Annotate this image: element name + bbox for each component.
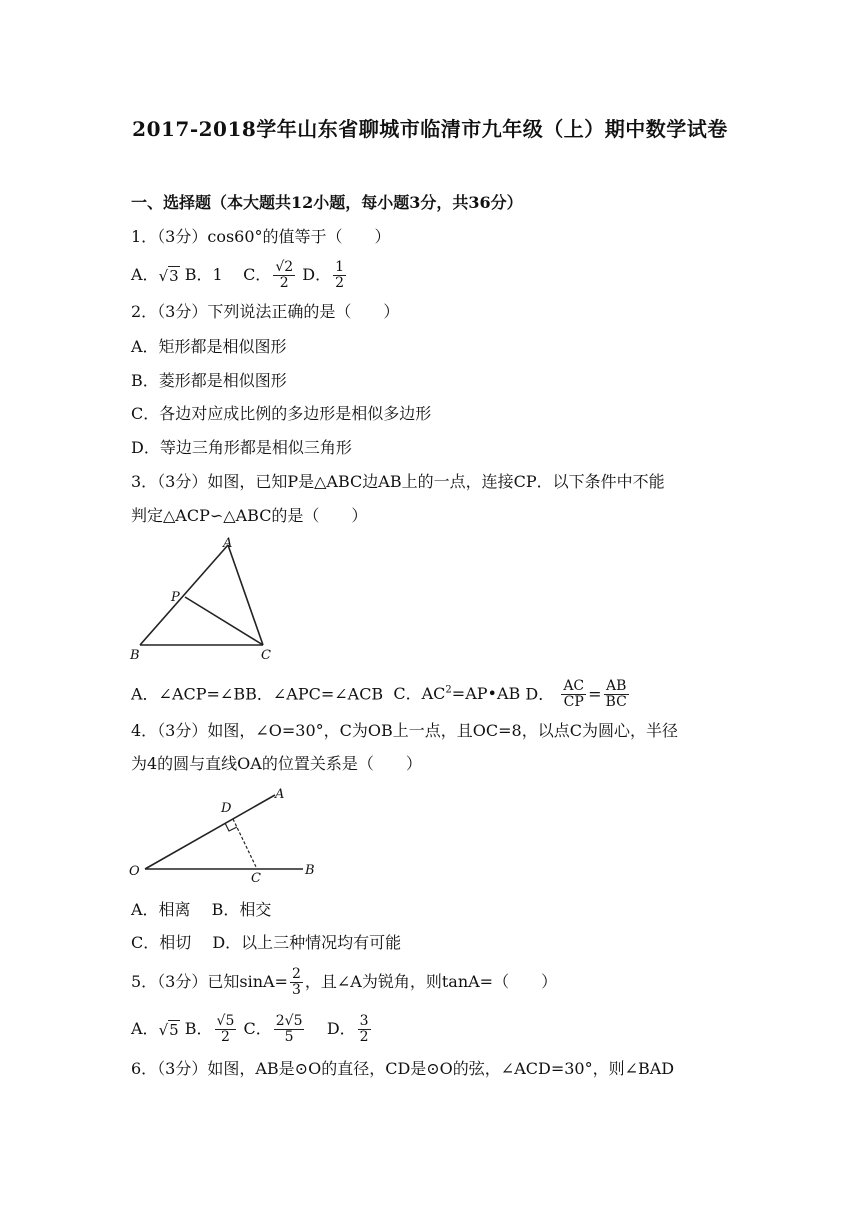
option-d-fraction: $\frac{3}{2}$: [359, 1013, 369, 1045]
figure-label-p: P: [171, 590, 180, 605]
option-c-fraction: $\frac{√2}{2}$: [275, 259, 294, 291]
sin-fraction: $\frac{2}{3}$: [291, 966, 301, 998]
section-heading: 一、选择题（本大题共12小题，每小题3分，共36分）: [131, 193, 523, 212]
option-c-label: C．: [243, 265, 272, 284]
option-d-fraction: $\frac{1}{2}$: [335, 259, 345, 291]
option-d-label: D．: [326, 1019, 356, 1038]
question-3-option-c: C．$AC^2=AP•AB$: [393, 684, 521, 704]
equals-sign: =: [588, 684, 602, 704]
option-c-fraction: $\frac{2√5}{5}$: [275, 1013, 303, 1045]
question-4-options-cd: C．相切 D．以上三种情况均有可能: [131, 933, 402, 952]
figure-label-b: B: [305, 863, 315, 878]
option-d-label: D．: [525, 684, 555, 704]
figure-label-a: A: [275, 787, 285, 802]
question-5-stem: 5．（3分）已知sinA= $\frac{2}{3}$ ，且∠A为锐角，则tanA=（ ）: [131, 966, 558, 998]
option-c-label: C．: [243, 1019, 272, 1038]
question-2-stem: 2．（3分）下列说法正确的是（ ）: [131, 302, 400, 321]
question-6-stem: 6．（3分）如图，AB是⊙O的直径，CD是⊙O的弦，∠ACD=30°，则∠BAD: [131, 1059, 675, 1078]
option-b-fraction: $\frac{√5}{2}$: [216, 1013, 235, 1045]
option-a-label: A．: [131, 265, 159, 284]
angle-o-figure: [125, 782, 325, 882]
question-1-options: [131, 258, 348, 293]
figure-label-o: O: [129, 864, 140, 879]
option-a-sqrt: √3: [158, 266, 179, 285]
question-4-options-ab: A．相离 B．相交: [131, 900, 272, 919]
page-title: 2017-2018学年山东省聊城市临清市九年级（上）期中数学试卷: [132, 117, 728, 141]
question-3-stem-line1: 3．（3分）如图，已知P是△ABC边AB上的一点，连接CP．以下条件中不能: [131, 472, 665, 491]
option-b-value: 1: [212, 265, 223, 284]
question-4-stem-line1: 4．（3分）如图，∠O=30°，C为OB上一点，且OC=8，以点C为圆心，半径: [131, 721, 678, 740]
question-5-options: [131, 1010, 373, 1049]
question-3-option-ab: A．∠ACP=∠BB．∠APC=∠ACB: [131, 684, 384, 704]
figure-label-c: C: [261, 648, 271, 663]
figure-label-b: B: [130, 648, 140, 663]
figure-label-a: A: [223, 536, 233, 551]
figure-label-c: C: [251, 871, 261, 882]
option-b-label: B．: [184, 265, 213, 284]
figure-label-d: D: [221, 801, 232, 816]
option-d-fraction-left: $\frac{AC}{CP}$: [563, 678, 585, 711]
question-2-option-d: D．等边三角形都是相似三角形: [131, 438, 352, 457]
question-2-option-a: A．矩形都是相似图形: [131, 337, 287, 356]
option-b-label: B．: [184, 1019, 213, 1038]
question-2-option-c: C．各边对应成比例的多边形是相似多边形: [131, 404, 432, 423]
option-d-label: D．: [302, 265, 332, 284]
question-2-option-b: B．菱形都是相似图形: [131, 371, 287, 390]
option-a-sqrt: √5: [158, 1020, 179, 1039]
question-4-stem-line2: 为4的圆与直线OA的位置关系是（ ）: [131, 754, 422, 773]
triangle-abc-figure: [125, 535, 285, 665]
question-1-stem: 1．（3分）cos60°的值等于（ ）: [131, 227, 391, 246]
question-3-options: [131, 672, 631, 713]
option-a-label: A．: [131, 1019, 159, 1038]
question-3-stem-line2: 判定△ACP∽△ABC的是（ ）: [131, 506, 368, 525]
option-d-fraction-right: $\frac{AB}{BC}$: [605, 678, 627, 711]
